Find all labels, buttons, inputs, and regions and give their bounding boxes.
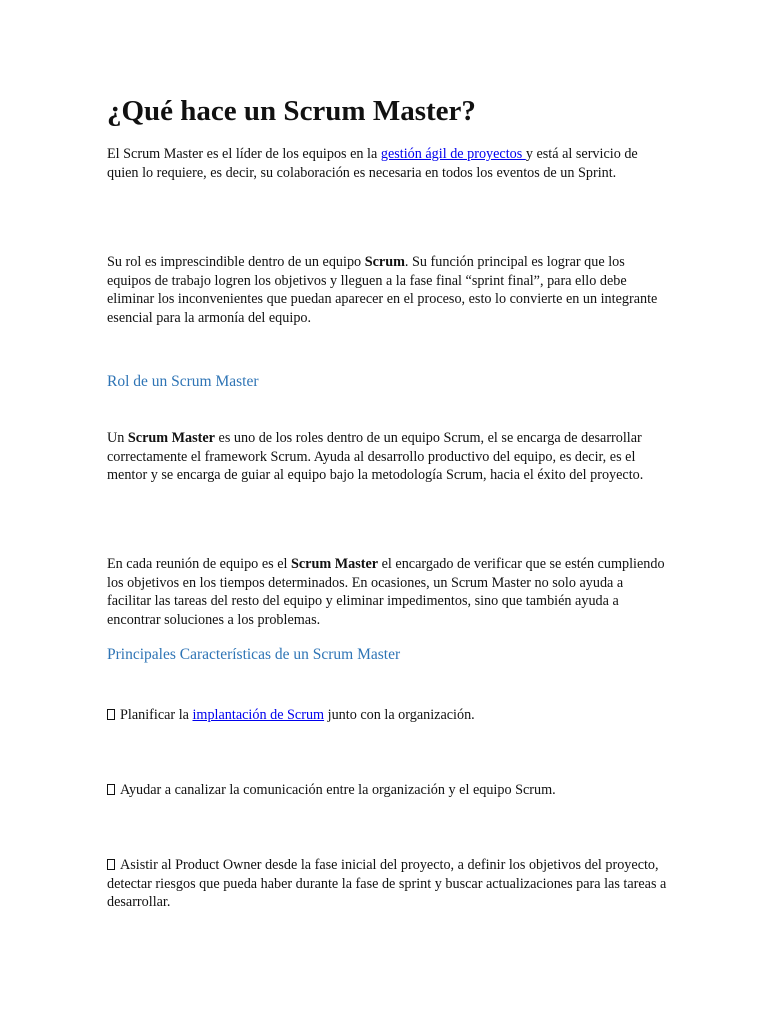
intro-text-end: y está al servicio de quien lo requiere, es decir, su colaboración es necesaria en todos los eventos de un Sprint. [107,146,638,181]
item-3-text: Asistir al Product Owner desde la fase inicial del proyecto, a definir los objetivos del proyecto, detectar riesgos que pueda haber durante la fase de sprint y buscar actualizaciones para las tareas a desarrollar. [107,857,667,910]
rol-p1-start: Un [107,430,128,446]
rol-p1-bold: Scrum Master [127,430,215,446]
list-item [107,781,667,800]
link-implantacion-scrum[interactable]: implantación de Scrum [192,707,325,723]
rol-p2-start: En cada reunión de equipo es el [107,556,291,572]
page-title: ¿Qué hace un Scrum Master? [107,95,476,127]
list-item [107,856,667,912]
role-text-end: . Su función principal es lograr que los equipos de trabajo logren los objetivos y lleguen a la fase final “sprint final”, para ello debe eliminar los inconvenientes que puedan aparecer en el proceso, esto lo convierte en un integrante esencial para la armonía del equipo. [107,254,658,326]
rol-paragraph-1 [107,429,667,485]
missing-glyph-icon [107,859,115,870]
intro-text-start: El Scrum Master es el líder de los equipos en la [107,146,381,162]
rol-paragraph-2 [107,555,667,629]
role-bold-scrum: Scrum [364,254,405,270]
heading-caracteristicas: Principales Características de un Scrum Master [107,646,401,663]
missing-glyph-icon [107,709,115,720]
missing-glyph-icon [107,784,115,795]
link-gestion-agil[interactable]: gestión ágil de proyectos [380,146,526,162]
role-paragraph [107,253,667,327]
heading-rol-scrum-master: Rol de un Scrum Master [107,373,259,390]
rol-p2-end: el encargado de verificar que se estén cumpliendo los objetivos en los tiempos determinados. En ocasiones, un Scrum Master no solo ayuda a facilitar las tareas del resto del equipo y eliminar impedimentos, sino que también ayuda a encontrar soluciones a los problemas. [107,556,665,628]
item-2-text: Ayudar a canalizar la comunicación entre la organización y el equipo Scrum. [120,782,556,798]
rol-p2-bold: Scrum Master [290,556,379,572]
role-text-start: Su rol es imprescindible dentro de un equipo [107,254,365,270]
item-1-end: junto con la organización. [324,707,475,723]
rol-p1-end: es uno de los roles dentro de un equipo Scrum, el se encarga de desarrollar correctamente el framework Scrum. Ayuda al desarrollo productivo del equipo, es decir, es el mentor y se encarga de guiar al equipo bajo la metodología Scrum, hacia el éxito del proyecto. [107,430,644,483]
item-1-start: Planificar la [120,707,193,723]
intro-paragraph [107,145,667,182]
list-item [107,706,667,725]
